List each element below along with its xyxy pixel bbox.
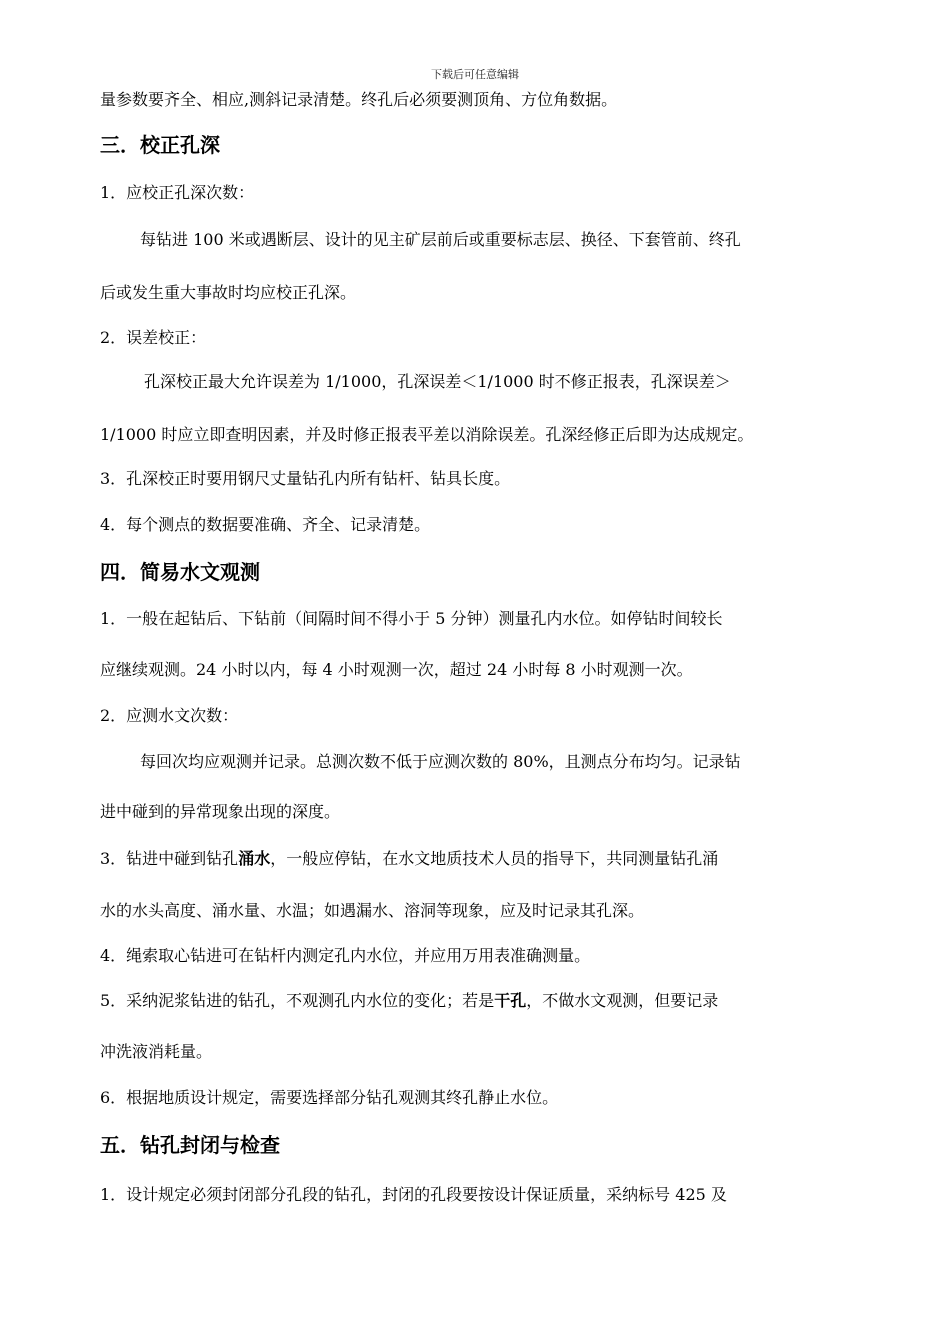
text-run: ，不做水文观测，但要记录 — [526, 991, 719, 1010]
list-item: 2．误差校正： — [100, 328, 207, 347]
paragraph-line: 冲洗液消耗量。 — [100, 1042, 213, 1061]
paragraph-line: 量参数要齐全、相应,测斜记录清楚。终孔后必须要测顶角、方位角数据。 — [100, 90, 618, 109]
list-item: 6．根据地质设计规定，需要选择部分钻孔观测其终孔静止水位。 — [100, 1088, 559, 1107]
paragraph-line: 应继续观测。24 小时以内，每 4 小时观测一次，超过 24 小时每 8 小时观测一次。 — [100, 660, 693, 679]
section-heading-3: 三．校正孔深 — [100, 133, 220, 157]
bold-term: 涌水 — [238, 849, 271, 868]
paragraph-line: 后或发生重大事故时均应校正孔深。 — [100, 283, 357, 302]
list-item — [100, 849, 718, 869]
text-run: ，一般应停钻，在水文地质技术人员的指导下，共同测量钻孔涌 — [270, 849, 719, 868]
text-run: 5．采纳泥浆钻进的钻孔，不观测孔内水位的变化；若是 — [100, 991, 495, 1010]
bold-term: 干孔 — [494, 991, 527, 1010]
section-heading-5: 五．钻孔封闭与检查 — [100, 1133, 280, 1157]
list-item: 2．应测水文次数： — [100, 706, 239, 725]
header-note: 下载后可任意编辑 — [431, 68, 519, 81]
paragraph-line: 进中碰到的异常现象出现的深度。 — [100, 802, 341, 821]
paragraph-line: 每钻进 100 米或遇断层、设计的见主矿层前后或重要标志层、换径、下套管前、终孔 — [140, 230, 741, 249]
list-item: 4．绳索取心钻进可在钻杆内测定孔内水位，并应用万用表准确测量。 — [100, 946, 591, 965]
list-item: 1．应校正孔深次数： — [100, 183, 255, 202]
text-run: 3．钻进中碰到钻孔 — [100, 849, 239, 868]
list-item: 3．孔深校正时要用钢尺丈量钻孔内所有钻杆、钻具长度。 — [100, 469, 511, 488]
list-item: 1．设计规定必须封闭部分孔段的钻孔，封闭的孔段要按设计保证质量，采纳标号 425 及 — [100, 1185, 727, 1204]
paragraph-line: 水的水头高度、涌水量、水温；如遇漏水、溶洞等现象，应及时记录其孔深。 — [100, 901, 645, 920]
paragraph-line: 1/1000 时应立即查明因素，并及时修正报表平差以消除误差。孔深经修正后即为达成规定。 — [100, 425, 754, 444]
list-item: 1．一般在起钻后、下钻前（间隔时间不得小于 5 分钟）测量孔内水位。如停钻时间较长 — [100, 609, 723, 628]
section-heading-4: 四．简易水文观测 — [100, 560, 260, 584]
list-item — [100, 991, 718, 1011]
paragraph-line: 孔深校正最大允许误差为 1/1000，孔深误差＜1/1000 时不修正报表，孔深误差＞ — [144, 372, 731, 391]
paragraph-line: 每回次均应观测并记录。总测次数不低于应测次数的 80%，且测点分布均匀。记录钻 — [140, 752, 741, 771]
list-item: 4．每个测点的数据要准确、齐全、记录清楚。 — [100, 515, 431, 534]
